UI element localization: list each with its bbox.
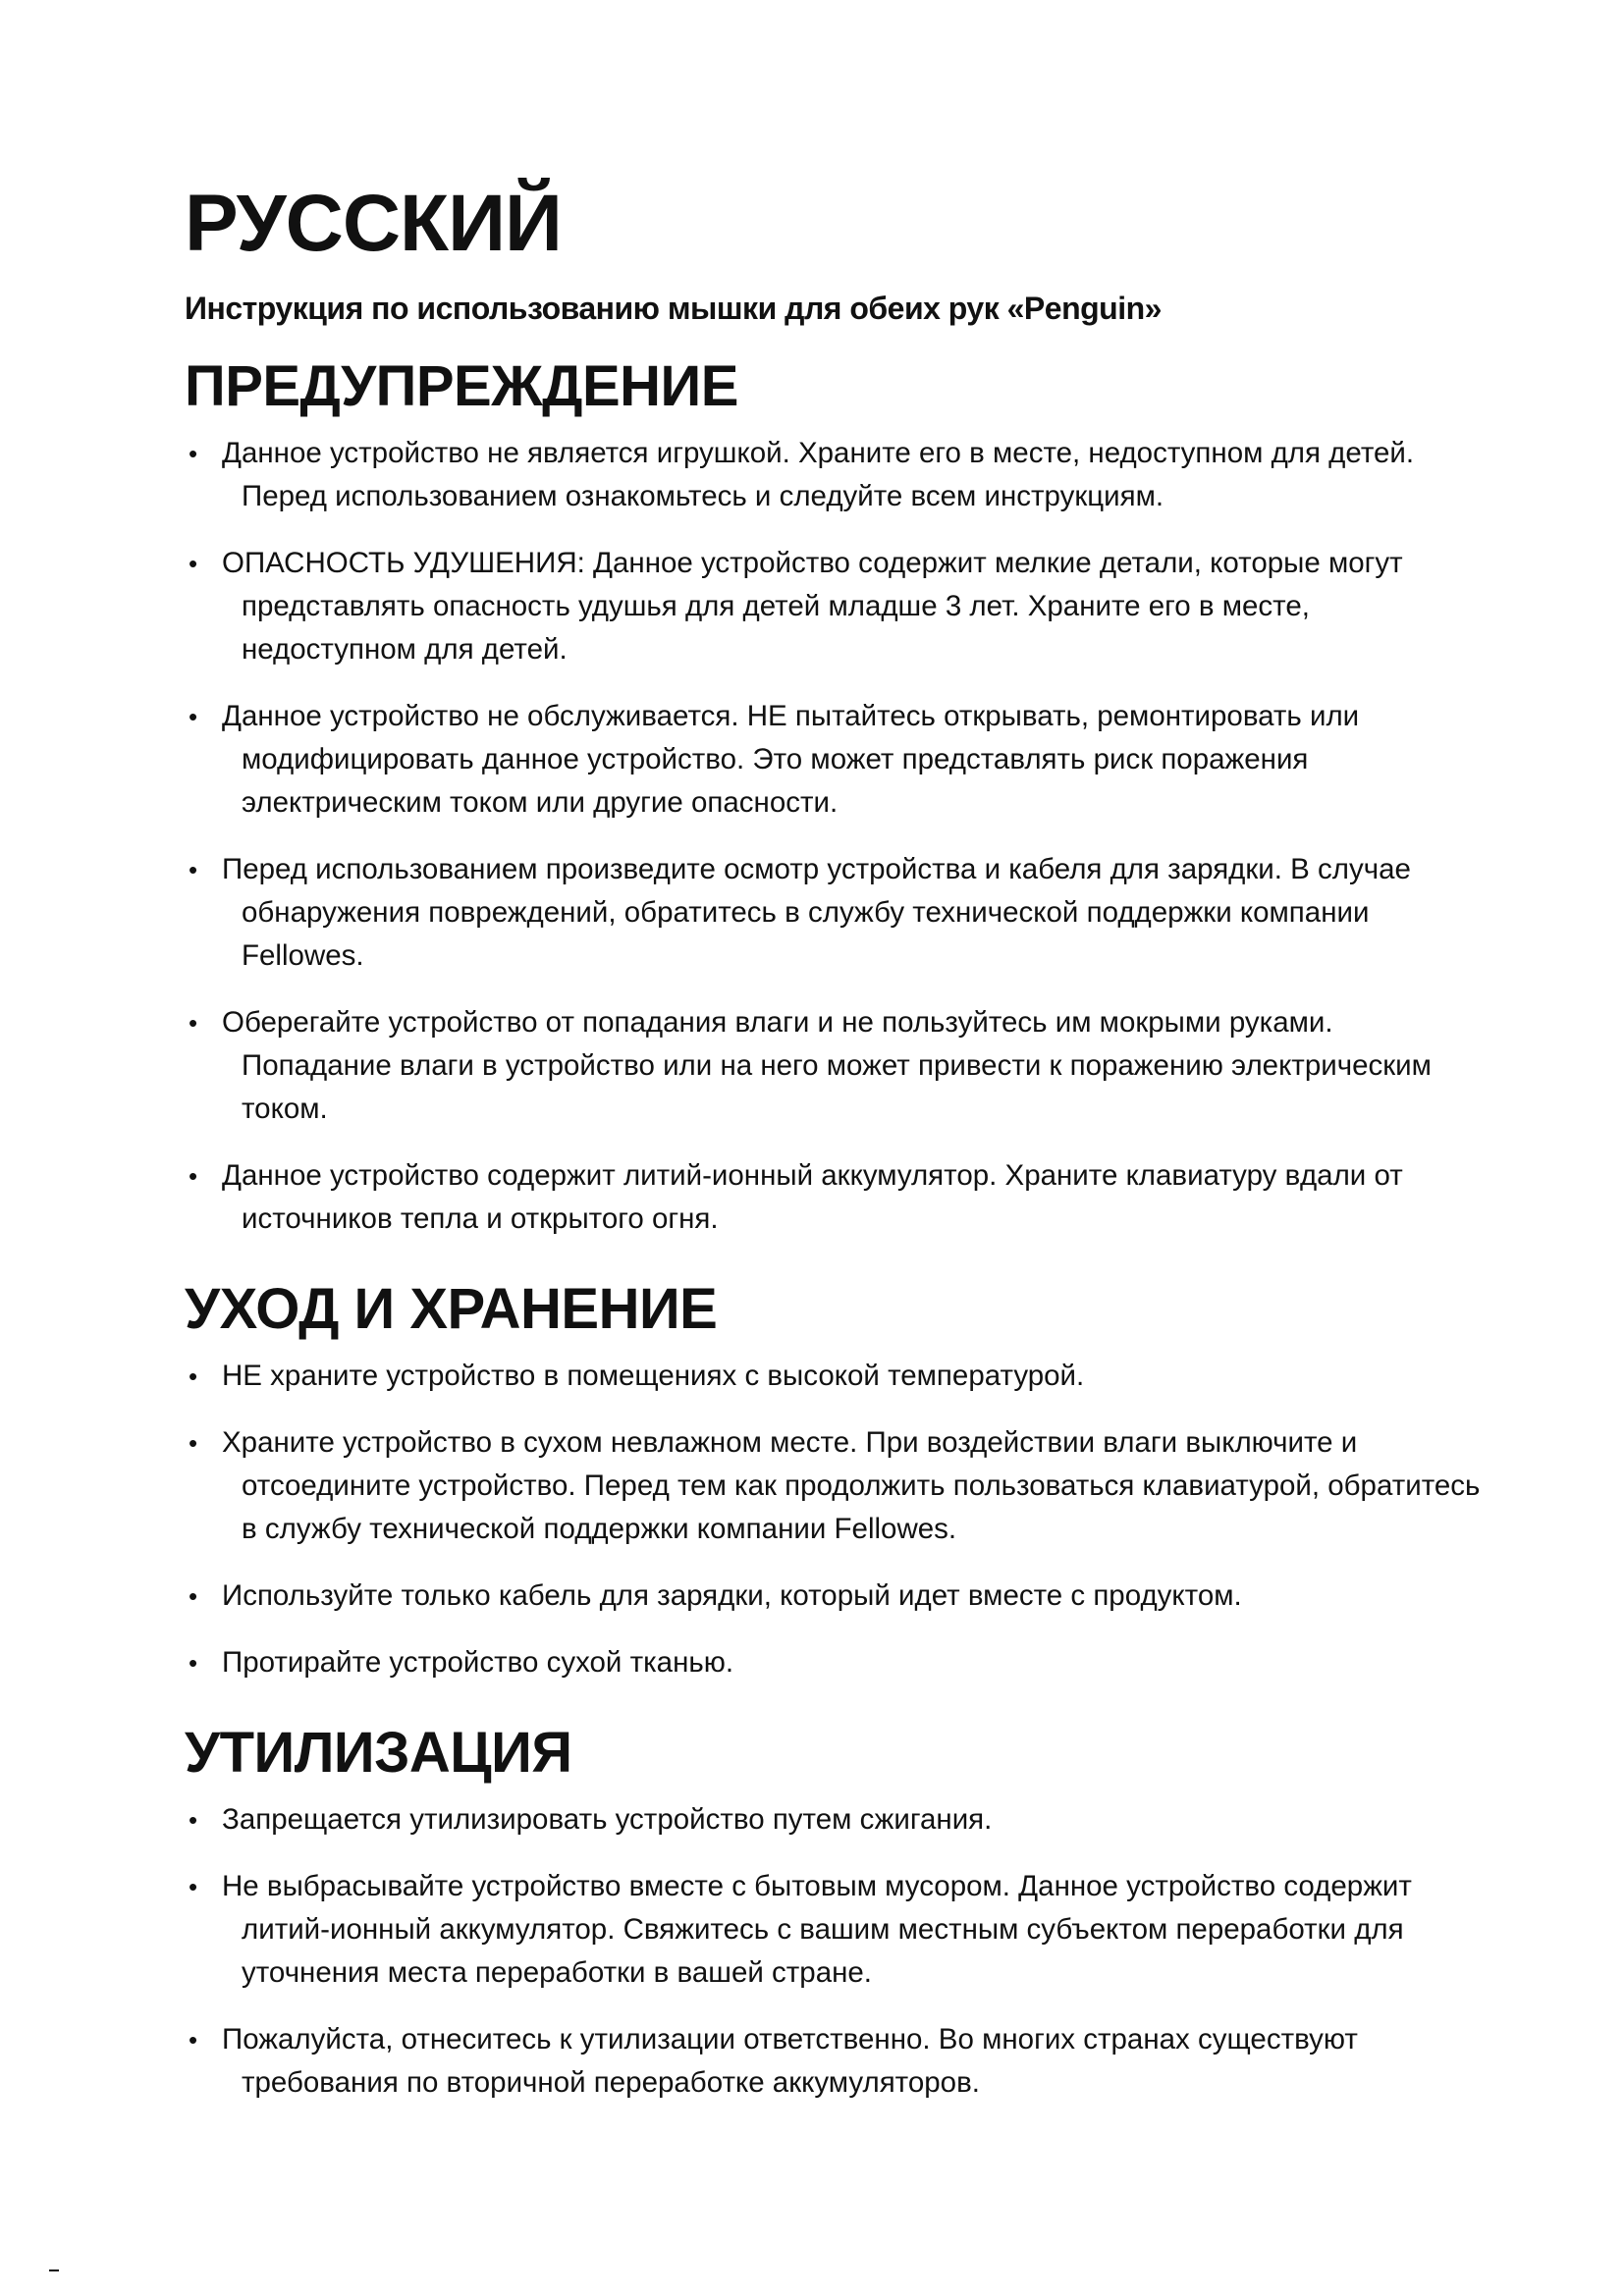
disposal-heading: УТИЛИЗАЦИЯ bbox=[185, 1721, 572, 1785]
list-item-text: Не выбрасывайте устройство вместе с бытовым мусором. Данное устройство содержит литий-ионный аккумулятор. Свяжитесь с вашим местным субъектом переработки для уточнения места переработки в вашей стране. bbox=[222, 1870, 1412, 1989]
bullet-icon: • bbox=[189, 2025, 198, 2055]
care-heading: УХОД И ХРАНЕНИЕ bbox=[185, 1277, 718, 1341]
list-item-text: Данное устройство не является игрушкой. Храните его в месте, недоступном для детей. Перед использованием ознакомьтесь и следуйте всем инструкциям. bbox=[222, 437, 1415, 512]
language-title: РУССКИЙ bbox=[185, 179, 562, 268]
list-item bbox=[185, 2018, 1490, 2105]
list-item-text: НЕ храните устройство в помещениях с высокой температурой. bbox=[222, 1360, 1085, 1392]
list-item bbox=[185, 1154, 1490, 1241]
disposal-list bbox=[185, 1798, 1490, 2105]
warning-list bbox=[185, 432, 1490, 1241]
list-item bbox=[185, 1421, 1490, 1551]
list-item bbox=[185, 695, 1490, 825]
list-item bbox=[185, 1355, 1490, 1398]
document-subtitle: Инструкция по использованию мышки для обеих рук «Penguin» bbox=[185, 291, 1162, 326]
list-item-text: ОПАСНОСТЬ УДУШЕНИЯ: Данное устройство содержит мелкие детали, которые могут представлять опасность удушья для детей младше 3 лет. Храните его в месте, недоступном для детей. bbox=[222, 547, 1403, 666]
list-item-text: Пожалуйста, отнеситесь к утилизации ответственно. Во многих странах существуют требования по вторичной переработке аккумуляторов. bbox=[222, 2023, 1358, 2099]
bullet-icon: • bbox=[189, 1648, 198, 1678]
warning-heading: ПРЕДУПРЕЖДЕНИЕ bbox=[185, 354, 738, 418]
list-item bbox=[185, 1641, 1490, 1684]
list-item-text: Данное устройство не обслуживается. НЕ пытайтесь открывать, ремонтировать или модифицировать данное устройство. Это может представлять риск поражения электрическим током или другие опасности. bbox=[222, 700, 1360, 819]
care-section bbox=[185, 1276, 1490, 1684]
list-item bbox=[185, 1575, 1490, 1618]
list-item bbox=[185, 1865, 1490, 1995]
bullet-icon: • bbox=[189, 855, 198, 884]
list-item bbox=[185, 542, 1490, 671]
bullet-icon: • bbox=[189, 1008, 198, 1038]
list-item-text: Протирайте устройство сухой тканью. bbox=[222, 1646, 734, 1679]
bullet-icon: • bbox=[189, 1872, 198, 1901]
list-item bbox=[185, 848, 1490, 978]
bullet-icon: • bbox=[189, 1161, 198, 1191]
bullet-icon: • bbox=[189, 1362, 198, 1391]
list-item bbox=[185, 1798, 1490, 1842]
bullet-icon: • bbox=[189, 549, 198, 578]
disposal-section bbox=[185, 1720, 1490, 2105]
bullet-icon: • bbox=[189, 1805, 198, 1835]
list-item-text: Используйте только кабель для зарядки, который идет вместе с продуктом. bbox=[222, 1579, 1242, 1612]
list-item bbox=[185, 432, 1490, 518]
bullet-icon: • bbox=[189, 702, 198, 731]
list-item-text: Запрещается утилизировать устройство путем сжигания. bbox=[222, 1803, 993, 1836]
list-item bbox=[185, 1001, 1490, 1131]
document-page bbox=[185, 177, 1490, 2105]
list-item-text: Перед использованием произведите осмотр устройства и кабеля для зарядки. В случае обнаружения повреждений, обратитесь в службу технической поддержки компании Fellowes. bbox=[222, 853, 1411, 972]
bullet-icon: • bbox=[189, 1428, 198, 1458]
care-list bbox=[185, 1355, 1490, 1684]
list-item-text: Оберегайте устройство от попадания влаги и не пользуйтесь им мокрыми руками. Попадание влаги в устройство или на него может привести к поражению электрическим током. bbox=[222, 1006, 1432, 1125]
warning-section bbox=[185, 353, 1490, 1241]
bullet-icon: • bbox=[189, 439, 198, 468]
list-item-text: Храните устройство в сухом невлажном месте. При воздействии влаги выключите и отсоедините устройство. Перед тем как продолжить пользоваться клавиатурой, обратитесь в службу технической поддержки компании Fellowes. bbox=[222, 1426, 1481, 1545]
list-item-text: Данное устройство содержит литий-ионный аккумулятор. Храните клавиатуру вдали от источников тепла и открытого огня. bbox=[222, 1159, 1403, 1235]
bullet-icon: • bbox=[189, 1581, 198, 1611]
page-edge-mark bbox=[49, 2269, 59, 2271]
